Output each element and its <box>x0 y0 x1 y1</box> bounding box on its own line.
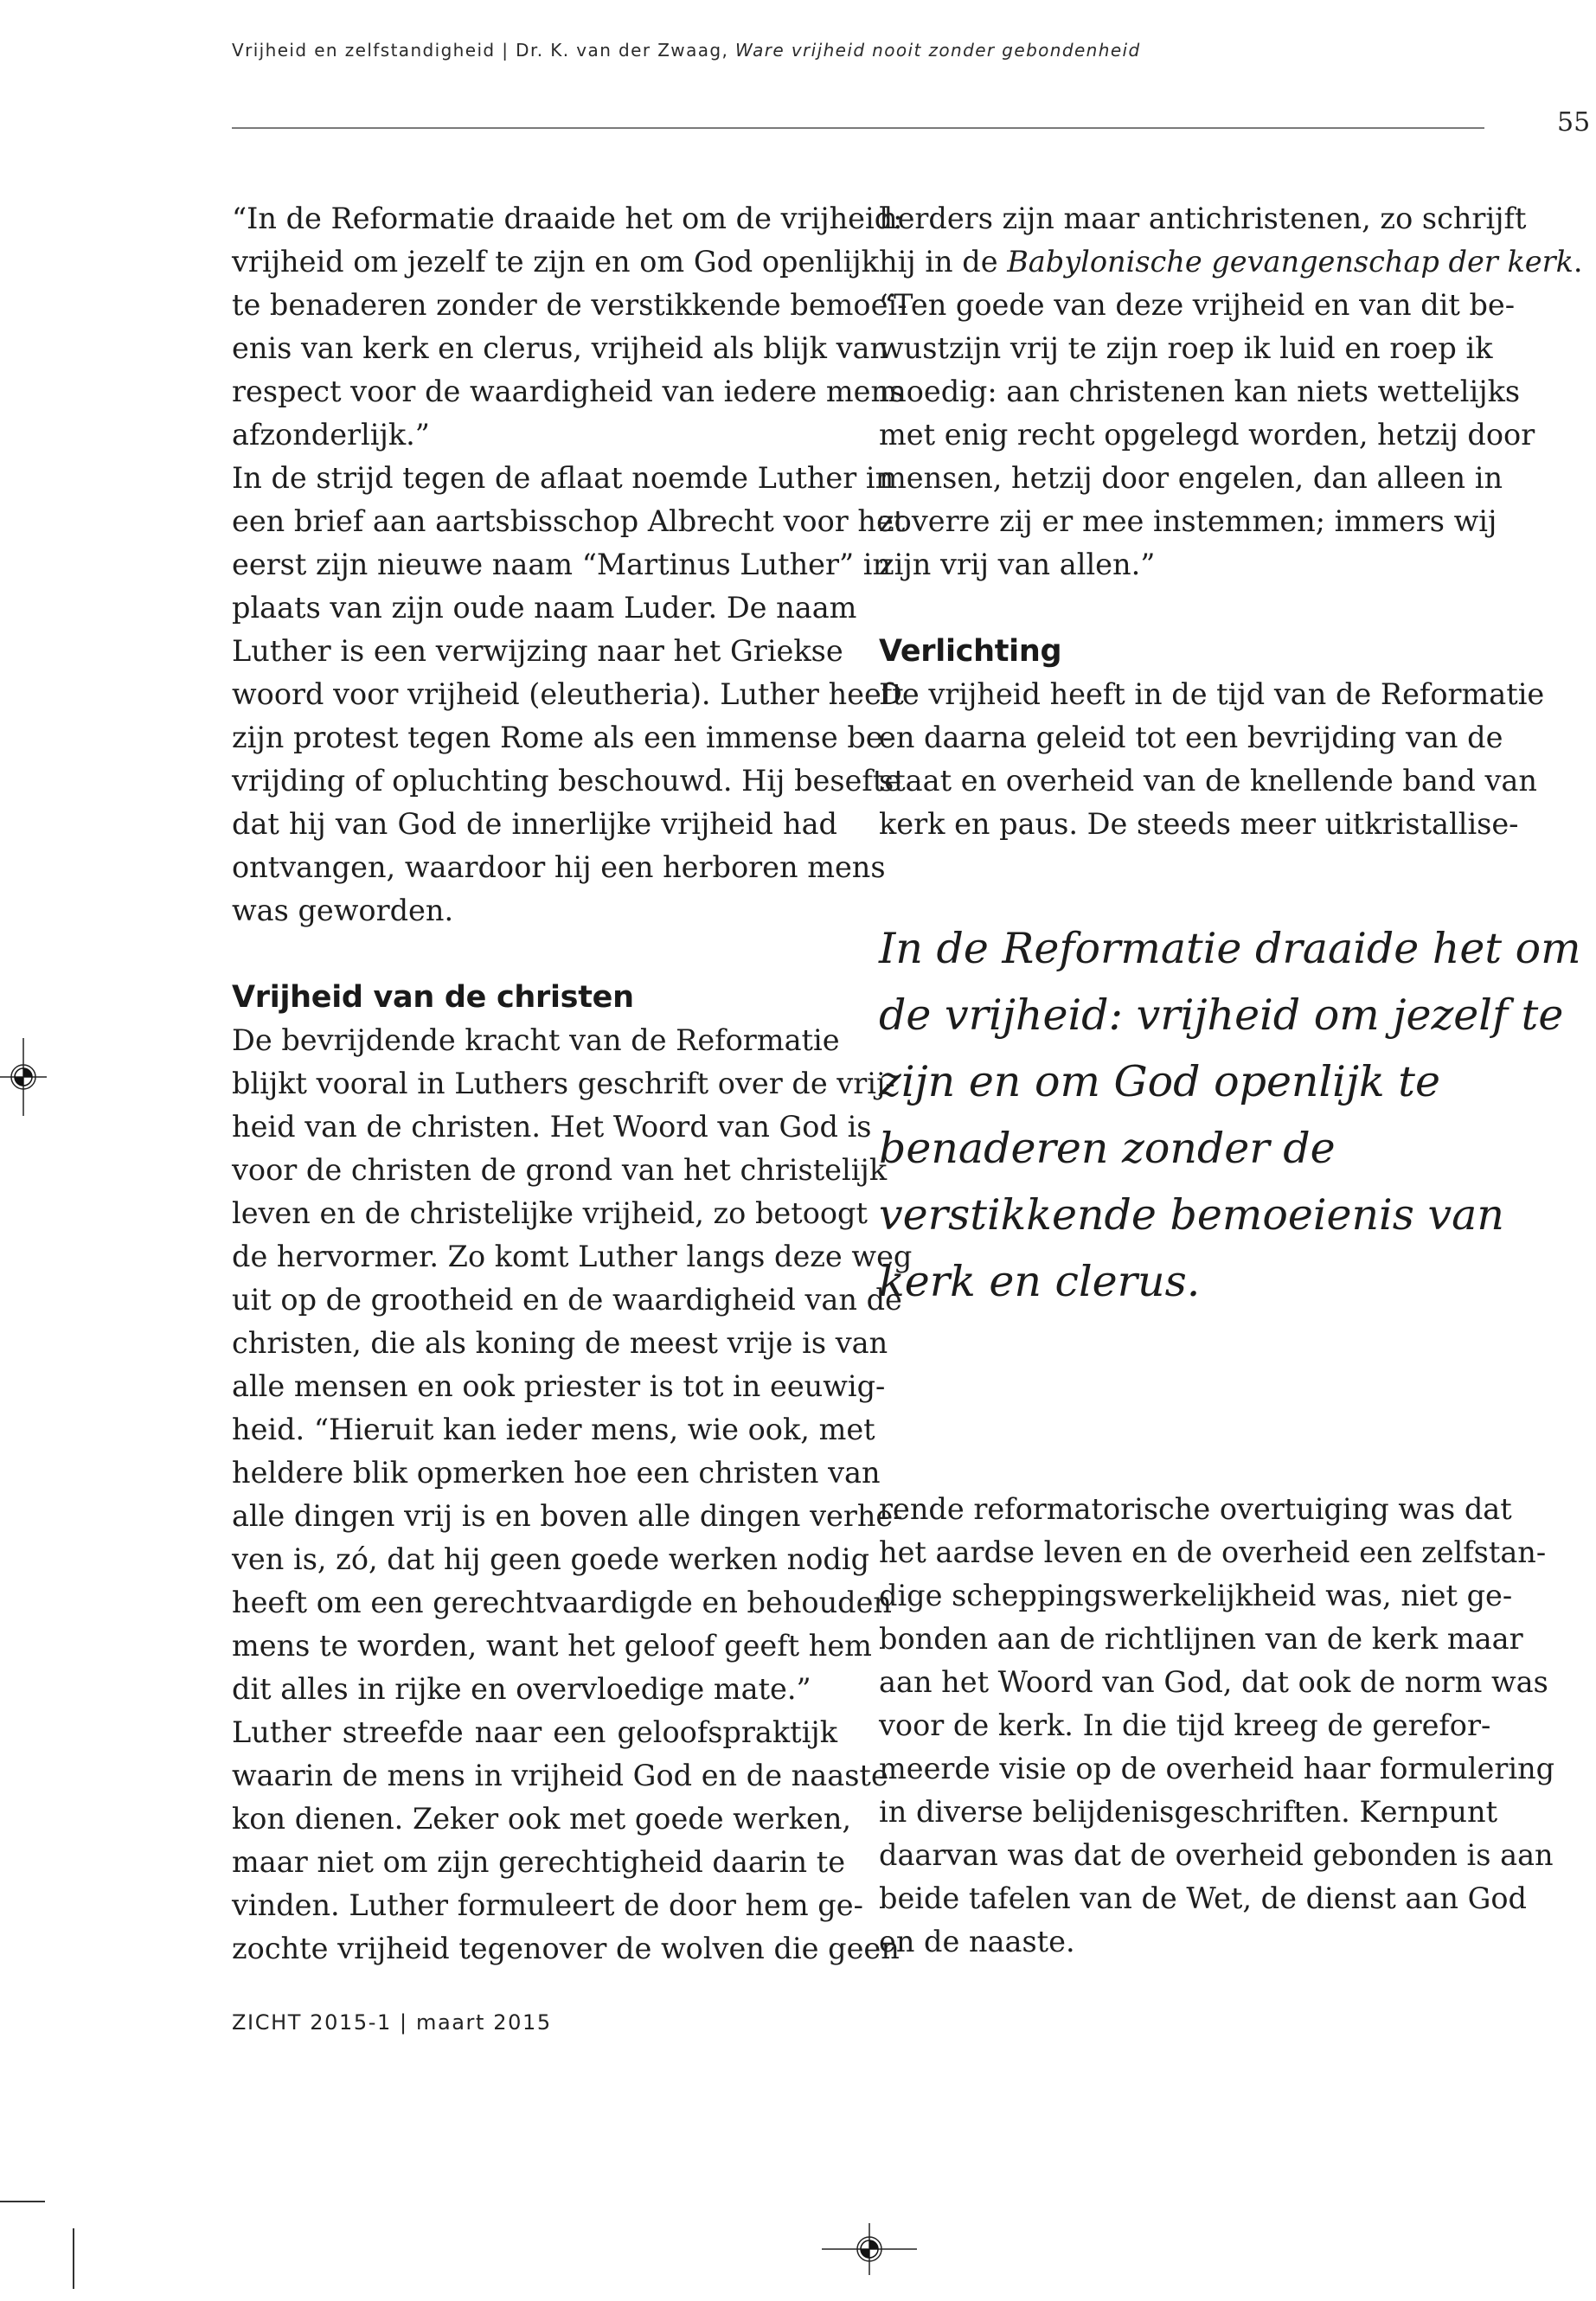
text-line: het aardse leven en de overheid een zelfstan- <box>879 1535 1547 1569</box>
right-column-bottom <box>879 1488 1555 1964</box>
text-line: heeft om een gerechtvaardigde en behouden <box>232 1586 892 1619</box>
section-heading: Verlichting <box>879 634 1062 669</box>
page-number: 55 <box>1557 107 1591 138</box>
text-line: wustzijn vrij te zijn roep ik luid en roep ik <box>879 331 1493 365</box>
text-line: waarin de mens in vrijheid God en de naaste <box>232 1759 888 1792</box>
crop-mark-vertical <box>73 2228 74 2289</box>
text-line: een brief aan aartsbisschop Albrecht voor het <box>232 504 906 538</box>
section-heading: Vrijheid van de christen <box>232 980 634 1015</box>
text-line: respect voor de waardigheid van iedere mens <box>232 375 905 408</box>
text-line: mensen, hetzij door engelen, dan alleen in <box>879 461 1503 495</box>
pull-quote-line: de vrijheid: vrijheid om jezelf te <box>879 990 1564 1040</box>
text-line: De vrijheid heeft in de tijd van de Reformatie <box>879 677 1545 711</box>
text-line: Luther is een verwijzing naar het Griekse <box>232 634 843 668</box>
pull-quote-line: In de Reformatie draaide het om <box>879 924 1581 973</box>
text-line: meerde visie op de overheid haar formulering <box>879 1752 1555 1785</box>
text-line: staat en overheid van de knellende band van <box>879 764 1537 798</box>
text-line: ven is, zó, dat hij geen goede werken nodig <box>232 1542 870 1576</box>
verlichting-paragraph <box>879 673 1545 846</box>
text-line: rende reformatorische overtuiging was dat <box>879 1492 1512 1526</box>
text-line <box>879 240 1583 284</box>
header-rule <box>232 127 1484 129</box>
quote-paragraph <box>232 197 907 457</box>
text-line: de hervormer. Zo komt Luther langs deze weg <box>232 1240 913 1273</box>
pull-quote-line: zijn en om God openlijk te <box>879 1057 1440 1106</box>
text-line: In de strijd tegen de aflaat noemde Luther in <box>232 461 894 495</box>
luther-paragraph <box>232 457 906 933</box>
overtuiging-paragraph <box>879 1488 1555 1964</box>
text-line: zijn vrij van allen.” <box>879 548 1156 581</box>
text-line: dat hij van God de innerlijke vrijheid had <box>232 807 837 841</box>
text-line: dit alles in rijke en overvloedige mate.” <box>232 1672 811 1706</box>
continued-paragraph <box>879 197 1583 586</box>
text-line: aan het Woord van God, dat ook de norm was <box>879 1665 1548 1699</box>
text-line: kon dienen. Zeker ook met goede werken, <box>232 1802 852 1836</box>
text-line: zochte vrijheid tegenover de wolven die geen <box>232 1932 900 1965</box>
text-line: “In de Reformatie draaide het om de vrijheid: <box>232 202 903 235</box>
text-line: was geworden. <box>232 894 454 927</box>
text-line: beide tafelen van de Wet, de dienst aan God <box>879 1881 1527 1915</box>
footer: ZICHT 2015-1 | maart 2015 <box>232 2010 552 2035</box>
text-line: in diverse belijdenisgeschriften. Kernpunt <box>879 1795 1498 1829</box>
running-head <box>232 40 1141 61</box>
running-head-title: Ware vrijheid nooit zonder gebondenheid <box>735 40 1141 61</box>
text-fragment: hij in de <box>879 245 1008 279</box>
text-line: te benaderen zonder de verstikkende bemoei- <box>232 288 907 322</box>
text-line: enis van kerk en clerus, vrijheid als blijk van <box>232 331 889 365</box>
text-line: mens te worden, want het geloof geeft hem <box>232 1629 872 1663</box>
text-line: vinden. Luther formuleert de door hem ge- <box>232 1888 863 1922</box>
pull-quote-line: kerk en clerus. <box>879 1257 1201 1306</box>
text-line: daarvan was dat de overheid gebonden is aan <box>879 1838 1554 1872</box>
text-line: voor de christen de grond van het christelijk <box>232 1153 888 1187</box>
text-line: afzonderlijk.” <box>232 418 430 452</box>
streefde-paragraph <box>232 1711 900 1971</box>
left-column <box>232 197 913 1971</box>
text-line: Luther streefde naar een geloofspraktijk <box>232 1715 837 1749</box>
text-line: met enig recht opgelegd worden, hetzij door <box>879 418 1535 452</box>
text-line: heldere blik opmerken hoe een christen van <box>232 1456 881 1490</box>
text-line: heid van de christen. Het Woord van God is <box>232 1110 872 1144</box>
text-line: De bevrijdende kracht van de Reformatie <box>232 1023 840 1057</box>
text-line: alle mensen en ook priester is tot in eeuwig- <box>232 1369 886 1403</box>
text-line: “Ten goede van deze vrijheid en van dit be- <box>879 288 1516 322</box>
registration-mark-left <box>0 1038 47 1116</box>
text-line: heid. “Hieruit kan ieder mens, wie ook, met <box>232 1413 875 1446</box>
text-line: zoverre zij er mee instemmen; immers wij <box>879 504 1497 538</box>
running-head-text: Vrijheid en zelfstandigheid | Dr. K. van der Zwaag, <box>232 40 735 61</box>
pull-quote-line: verstikkende bemoeienis van <box>879 1190 1504 1240</box>
text-fragment: . <box>1573 245 1583 279</box>
text-line: uit op de grootheid en de waardigheid van de <box>232 1283 902 1317</box>
pull-quote-line: benaderen zonder de <box>879 1124 1336 1173</box>
text-line: moedig: aan christenen kan niets wettelijks <box>879 375 1521 408</box>
text-line: maar niet om zijn gerechtigheid daarin te <box>232 1845 846 1879</box>
text-line: blijkt vooral in Luthers geschrift over de vrij- <box>232 1067 895 1100</box>
text-line: bonden aan de richtlijnen van de kerk maar <box>879 1622 1523 1656</box>
text-line: leven en de christelijke vrijheid, zo betoogt <box>232 1196 868 1230</box>
text-line: herders zijn maar antichristenen, zo schrijft <box>879 202 1527 235</box>
text-line: kerk en paus. De steeds meer uitkristallise- <box>879 807 1519 841</box>
registration-mark-bottom <box>822 2223 917 2275</box>
text-line: alle dingen vrij is en boven alle dingen verhe- <box>232 1499 903 1533</box>
text-line: vrijheid om jezelf te zijn en om God openlijk <box>232 245 879 279</box>
text-line: plaats van zijn oude naam Luder. De naam <box>232 591 857 625</box>
right-column-top <box>879 197 1583 846</box>
text-line: eerst zijn nieuwe naam “Martinus Luther” in <box>232 548 892 581</box>
text-line: zijn protest tegen Rome als een immense be- <box>232 721 893 754</box>
christen-paragraph <box>232 1019 913 1711</box>
text-line: voor de kerk. In die tijd kreeg de gerefor- <box>879 1708 1491 1742</box>
pull-quote <box>879 915 1581 1315</box>
book-title: Babylonische gevangenschap der kerk <box>1007 245 1574 279</box>
text-line: christen, die als koning de meest vrije is van <box>232 1326 888 1360</box>
text-line: dige scheppingswerkelijkheid was, niet ge- <box>879 1579 1513 1612</box>
text-line: ontvangen, waardoor hij een herboren mens <box>232 850 886 884</box>
text-line: woord voor vrijheid (eleutheria). Luther heeft <box>232 677 904 711</box>
text-line: en daarna geleid tot een bevrijding van de <box>879 721 1503 754</box>
text-line: en de naaste. <box>879 1925 1075 1958</box>
text-line: vrijding of opluchting beschouwd. Hij besefte <box>232 764 902 798</box>
crop-mark-horizontal <box>0 2201 45 2202</box>
